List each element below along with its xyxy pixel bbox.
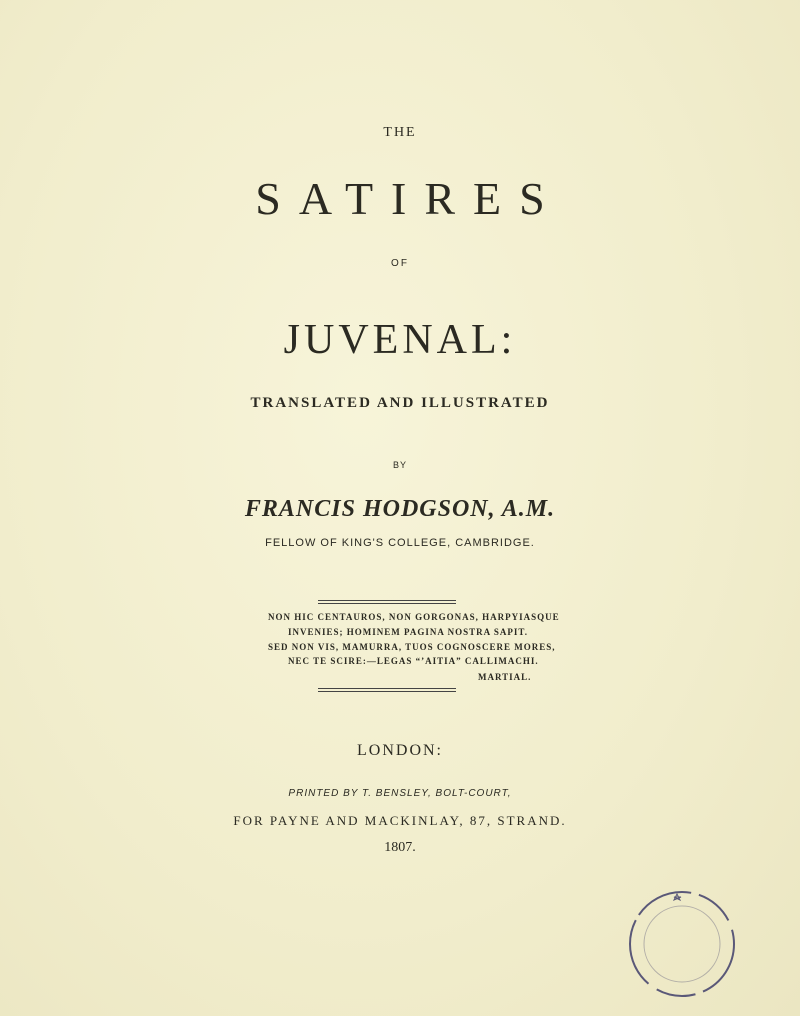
imprint-printer: PRINTED BY T. BENSLEY, BOLT-COURT, [288,788,512,799]
subject-title: JUVENAL: [283,317,517,363]
title-the: THE [383,125,417,140]
epigraph-rule-bottom [318,688,456,689]
epigraph-rule-top [318,600,456,601]
epigraph-rule-top-2 [318,603,456,604]
epigraph-line: NEC TE SCIRE:—LEGAS “’AITIA” CALLIMACHI. [288,656,539,666]
epigraph-rule-bottom-2 [318,691,456,692]
main-title: SATIRES [255,173,563,224]
imprint-city: LONDON: [357,742,443,759]
library-stamp-icon [612,872,752,1012]
title-of: OF [391,258,409,269]
imprint-publisher: FOR PAYNE AND MACKINLAY, 87, STRAND. [233,813,567,828]
epigraph-attribution: MARTIAL. [478,672,532,682]
epigraph-line: SED NON VIS, MAMURRA, TUOS COGNOSCERE MORES, [268,642,556,652]
author-name: FRANCIS HODGSON, A.M. [244,496,556,522]
epigraph-line: INVENIES; HOMINEM PAGINA NOSTRA SAPIT. [288,627,528,637]
epigraph-line: NON HIC CENTAUROS, NON GORGONAS, HARPYIASQUE [268,612,560,622]
author-affiliation: FELLOW OF KING'S COLLEGE, CAMBRIDGE. [265,537,535,549]
translated-line: TRANSLATED AND ILLUSTRATED [250,395,550,411]
imprint-year: 1807. [384,840,416,855]
by-line: BY [392,460,407,470]
